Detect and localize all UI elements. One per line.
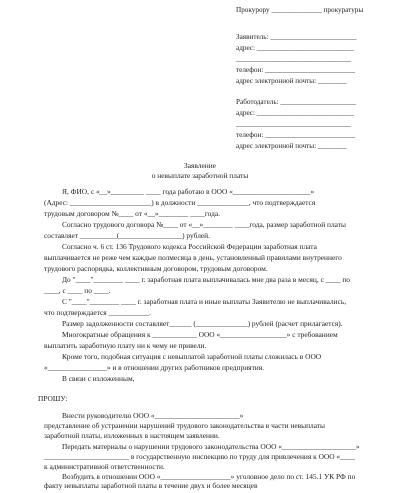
request-heading: ПРОШУ: bbox=[38, 394, 68, 403]
body-line: «________________» и в отношении других работников предприятия. bbox=[44, 363, 265, 372]
body-line: факту невыплаты заработной платы в течение двух и более месяцев bbox=[44, 481, 258, 490]
body-line: к административной ответственности. bbox=[44, 462, 165, 471]
body-line: выплатить заработную плату ни к чему не привели. bbox=[44, 341, 207, 350]
body-line: До "____"________ ____ г. заработная плата выплачивалась мне два раза в месяц, с ____ по bbox=[62, 275, 350, 284]
body-line: ____, с ____ по ____. bbox=[44, 286, 111, 295]
body-line: Многократные обращения к ____________ ООО «__________________» с требованием bbox=[62, 330, 338, 339]
body-line: Согласно трудового договора №____ от «__»________ ____года, размер заработной платы bbox=[62, 220, 346, 229]
body-line: Я, ФИО, с «__»_________ ____ года работаю в ООО «_____________________» bbox=[62, 187, 315, 196]
body-line: Согласно ч. 6 ст. 136 Трудового кодекса Российской Федерации заработная плата bbox=[62, 242, 317, 251]
body-line: Возбудить в отношении ООО «___________________» уголовное дело по ст. 145.1 УК РФ по bbox=[62, 472, 356, 481]
document-subtitle: о невыплате заработной платы bbox=[151, 171, 249, 180]
body-line: (Адрес: ______________________) в должности ______________, что подтверждается bbox=[44, 198, 316, 207]
applicant-label: Заявитель: ________________________ bbox=[236, 33, 357, 41]
applicant-address-cont: ________________________________ bbox=[236, 55, 351, 63]
body-line: составляет __________(_________________) рублей. bbox=[44, 231, 210, 240]
applicant-phone: телефон: _________________________ bbox=[236, 66, 355, 74]
body-line: трудового распорядка, коллективным договором, трудовым договором. bbox=[44, 264, 268, 273]
body-line: Передать материалы о нарушении трудового законодательства ООО «____________________» bbox=[62, 442, 360, 451]
body-line: Кроме того, подобная ситуация с невыплатой заработной платы сложилась в ООО bbox=[62, 352, 322, 361]
employer-address: адрес: ___________________________ bbox=[236, 109, 354, 117]
employer-phone: телефон: _________________________ bbox=[236, 131, 355, 139]
body-line: _______________________ в государственную инспекцию по труду для привлечения к ООО «____ bbox=[44, 452, 355, 461]
applicant-address: адрес: ___________________________ bbox=[236, 44, 354, 52]
body-line: что подтверждается ___________. bbox=[44, 308, 152, 317]
employer-address-cont: ________________________________ bbox=[236, 120, 351, 128]
employer-label: Работодатель: _____________________ bbox=[236, 98, 356, 106]
body-line: В связи с изложенным, bbox=[62, 374, 135, 383]
employer-email: адрес электронной почты: ________ bbox=[236, 142, 347, 150]
body-line: выплачивается не реже чем каждые полмесяца в день, установленный правилами внутреннего bbox=[44, 253, 342, 262]
body-line: представление об устранении нарушений трудового законодательства в части невыплаты bbox=[44, 421, 325, 430]
body-line: Внести руководителю ООО «_______________________» bbox=[62, 411, 244, 420]
applicant-email: адрес электронной почты: ________ bbox=[236, 77, 347, 85]
body-line: трудовым договором №____ от «__»________ ____года. bbox=[44, 209, 221, 218]
body-line: С "____"________ ____ г. заработная плата и иные выплаты Заявителю не выплачивались, bbox=[62, 297, 347, 306]
document-title: Заявление bbox=[184, 161, 216, 170]
body-line: заработной платы, изложенных в настоящем заявлении. bbox=[44, 431, 220, 440]
body-line: Размер задолженности составляет______ (______________) рублей (расчет прилагается). bbox=[62, 319, 343, 328]
prosecutor-line: Прокурору ______________ прокуратуры bbox=[236, 6, 364, 14]
